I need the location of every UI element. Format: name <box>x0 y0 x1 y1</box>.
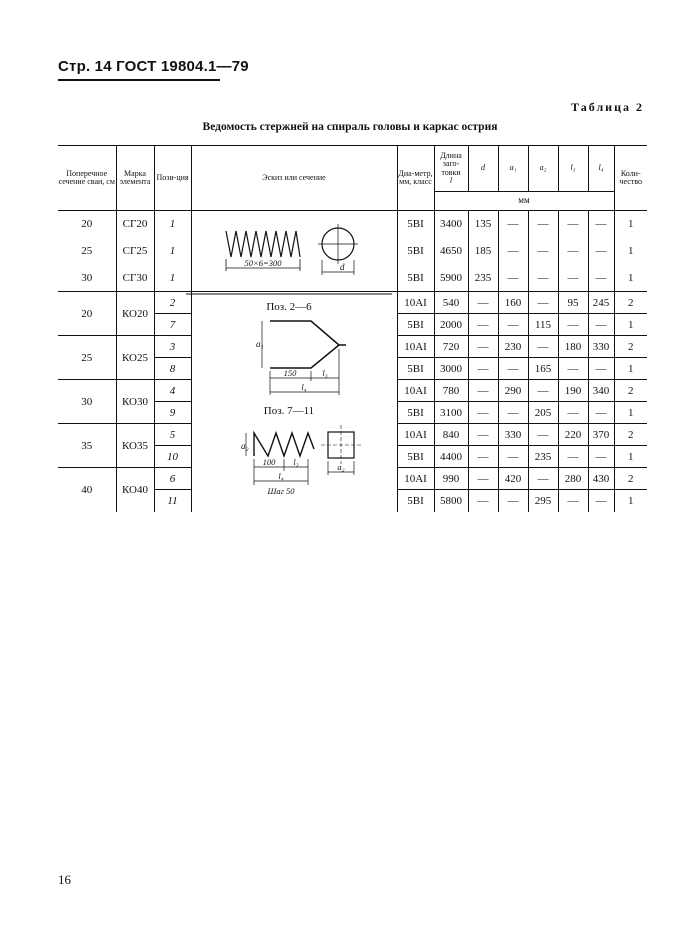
cell-a1: — <box>498 402 528 424</box>
cell-qty: 2 <box>614 468 647 490</box>
cell-diam: 5ВI <box>397 238 434 265</box>
cell-qty: 1 <box>614 211 647 238</box>
cell-diam: 5ВI <box>397 446 434 468</box>
cell-section: 30 <box>58 380 116 424</box>
cell-l4: — <box>588 211 614 238</box>
cell-l3: 95 <box>558 292 588 314</box>
cell-l3: 180 <box>558 336 588 358</box>
cell-mark: СГ30 <box>116 265 154 292</box>
cell-section: 30 <box>81 271 93 284</box>
spiral-drawing <box>226 231 300 257</box>
col-header-mark: Марка элемента <box>116 146 154 211</box>
col-header-l3: l₃ <box>558 146 588 192</box>
cell-qty: 2 <box>614 424 647 446</box>
cell-pos: 10 <box>154 446 191 468</box>
cell-l4: — <box>588 265 614 292</box>
cell-diam: 5ВI <box>397 314 434 336</box>
l4-label: l₄ <box>301 382 307 392</box>
cell-l4: — <box>588 314 614 336</box>
cell-l4: — <box>588 490 614 512</box>
cell-d: 235 <box>468 265 498 292</box>
cell-length: 4650 <box>434 238 468 265</box>
cell-diam: 5ВI <box>397 490 434 512</box>
cell-l4: 330 <box>588 336 614 358</box>
cell-mark: КО40 <box>116 468 154 512</box>
col-header-pos: Пози-ция <box>154 146 191 211</box>
spiral-dimension-label: 50×6=300 <box>244 258 282 268</box>
cell-a2: 235 <box>528 446 558 468</box>
sketch-drawings <box>186 213 392 523</box>
cell-section: 25 <box>58 336 116 380</box>
cell-pos: 1 <box>154 238 191 265</box>
col-header-d: d <box>468 146 498 192</box>
cell-a2: — <box>528 380 558 402</box>
cell-a1: — <box>498 446 528 468</box>
cell-pos: 6 <box>154 468 191 490</box>
cell-l3: — <box>558 238 588 265</box>
cell-l3: — <box>558 314 588 336</box>
cell-section: 20 <box>58 292 116 336</box>
col-header-l4: l₄ <box>588 146 614 192</box>
cell-l3: — <box>558 490 588 512</box>
cell-length: 5800 <box>434 490 468 512</box>
cell-pos: 1 <box>154 265 191 292</box>
cell-qty: 2 <box>614 336 647 358</box>
header-rule <box>58 79 220 81</box>
cell-l3: — <box>558 211 588 238</box>
col-header-unit: мм <box>434 192 614 211</box>
cell-d: — <box>468 314 498 336</box>
col-header-length-label: Длина заго-товки <box>440 150 462 177</box>
cell-d: — <box>468 336 498 358</box>
cell-qty: 2 <box>614 292 647 314</box>
dim-100-label: 100 <box>262 457 276 467</box>
cell-a1: — <box>498 238 528 265</box>
cell-a2: — <box>528 468 558 490</box>
cell-l4: 430 <box>588 468 614 490</box>
cell-a1: 330 <box>498 424 528 446</box>
step-label: Шаг 50 <box>267 486 295 496</box>
cell-l3: — <box>558 265 588 292</box>
cell-l4: 370 <box>588 424 614 446</box>
cell-diam: 5ВI <box>397 265 434 292</box>
cell-l4: — <box>588 358 614 380</box>
bent-bar-drawing <box>270 321 339 368</box>
dim-150-label: 150 <box>283 368 297 378</box>
col-header-a2: a₂ <box>528 146 558 192</box>
cell-qty: 1 <box>614 265 647 292</box>
col-header-a1: a₁ <box>498 146 528 192</box>
cell-a1: — <box>498 358 528 380</box>
cell-d: — <box>468 424 498 446</box>
l3-label-2: l₃ <box>293 457 299 467</box>
cell-mark: КО20 <box>116 292 154 336</box>
cell-length: 5900 <box>434 265 468 292</box>
cell-diam: 10АI <box>397 424 434 446</box>
page-header: Стр. 14 ГОСТ 19804.1—79 <box>58 58 249 75</box>
cell-qty: 1 <box>614 490 647 512</box>
col-header-diam: Диа-метр, мм, класс <box>397 146 434 211</box>
cell-pos: 8 <box>154 358 191 380</box>
cell-a2: — <box>528 292 558 314</box>
cell-a1: — <box>498 265 528 292</box>
cell-a2: 115 <box>528 314 558 336</box>
cell-l4: 340 <box>588 380 614 402</box>
cell-a1: 290 <box>498 380 528 402</box>
cell-a1: 420 <box>498 468 528 490</box>
cell-l4: — <box>588 402 614 424</box>
cell-length: 2000 <box>434 314 468 336</box>
cell-length: 780 <box>434 380 468 402</box>
cell-pos: 9 <box>154 402 191 424</box>
cell-d: — <box>468 468 498 490</box>
cell-section: 40 <box>81 483 93 496</box>
cell-length: 3000 <box>434 358 468 380</box>
cell-a2: — <box>528 238 558 265</box>
l3-label: l₃ <box>322 368 328 378</box>
a2-bottom-label: a₂ <box>337 462 345 472</box>
cell-a2: — <box>528 211 558 238</box>
cell-l3: — <box>558 358 588 380</box>
cell-diam: 10АI <box>397 468 434 490</box>
cell-length: 540 <box>434 292 468 314</box>
l4-label-2: l₄ <box>278 471 284 481</box>
cell-qty: 1 <box>614 238 647 265</box>
cell-l3: 190 <box>558 380 588 402</box>
cell-qty: 1 <box>614 446 647 468</box>
col-header-qty: Коли-чество <box>614 146 647 211</box>
cell-diam: 10АI <box>397 292 434 314</box>
cell-mark: СГ25 <box>116 238 154 265</box>
cell-mark: КО30 <box>116 380 154 424</box>
cell-a1: — <box>498 211 528 238</box>
cell-d: 135 <box>468 211 498 238</box>
cell-l4: — <box>588 446 614 468</box>
cell-l4: 245 <box>588 292 614 314</box>
cell-l3: — <box>558 402 588 424</box>
cell-a2: — <box>528 336 558 358</box>
cell-pos: 11 <box>154 490 191 512</box>
page-number: 16 <box>58 872 71 887</box>
cell-d: — <box>468 402 498 424</box>
cell-d: — <box>468 292 498 314</box>
cell-pos: 4 <box>154 380 191 402</box>
cell-qty: 1 <box>614 402 647 424</box>
cell-a1: 230 <box>498 336 528 358</box>
cell-diam: 10АI <box>397 336 434 358</box>
cell-pos: 7 <box>154 314 191 336</box>
cell-l3: 280 <box>558 468 588 490</box>
table-number: Таблица 2 <box>571 100 644 114</box>
cell-qty: 2 <box>614 380 647 402</box>
cell-mark: КО25 <box>116 336 154 380</box>
cell-diam: 5ВI <box>397 402 434 424</box>
cell-d: — <box>468 380 498 402</box>
cell-mark: КО35 <box>116 424 154 468</box>
col-header-length <box>434 146 468 192</box>
cell-d: — <box>468 446 498 468</box>
cell-length: 3400 <box>434 211 468 238</box>
cell-d: 185 <box>468 238 498 265</box>
cell-d: — <box>468 490 498 512</box>
cell-qty: 1 <box>614 314 647 336</box>
cell-pos: 2 <box>154 292 191 314</box>
cell-d: — <box>468 358 498 380</box>
cell-a2: 295 <box>528 490 558 512</box>
cell-a2: — <box>528 265 558 292</box>
cell-a2: — <box>528 424 558 446</box>
cell-a2: 205 <box>528 402 558 424</box>
spiral-cage-drawing <box>254 433 314 456</box>
cell-pos: 1 <box>154 211 191 238</box>
cell-section: 20 <box>81 218 93 231</box>
cell-pos: 3 <box>154 336 191 358</box>
cell-a1: 160 <box>498 292 528 314</box>
col-header-section: Поперечное сечение сваи, см <box>58 146 116 211</box>
cell-length: 3100 <box>434 402 468 424</box>
col-header-length-symbol: l <box>449 175 453 185</box>
a1-label: a₁ <box>256 339 264 349</box>
cell-qty: 1 <box>614 358 647 380</box>
col-header-sketch: Эскиз или сечение <box>191 146 397 211</box>
cell-a2: 165 <box>528 358 558 380</box>
cell-l3: 220 <box>558 424 588 446</box>
cell-length: 720 <box>434 336 468 358</box>
cell-length: 840 <box>434 424 468 446</box>
a2-side-label: a₂ <box>241 441 249 451</box>
cell-mark: СГ20 <box>116 211 154 238</box>
table-caption: Ведомость стержней на спираль головы и каркас острия <box>202 121 498 133</box>
cell-section: 25 <box>81 245 93 257</box>
cell-pos: 5 <box>154 424 191 446</box>
diameter-label: d <box>340 262 345 272</box>
position-caption-7-11: Поз. 7—11 <box>263 405 315 417</box>
cell-a1: — <box>498 314 528 336</box>
cell-l3: — <box>558 446 588 468</box>
cell-diam: 5ВI <box>397 358 434 380</box>
cell-length: 990 <box>434 468 468 490</box>
cell-length: 4400 <box>434 446 468 468</box>
position-caption-2-6: Поз. 2—6 <box>266 301 312 313</box>
cell-section: 35 <box>58 424 116 468</box>
cell-diam: 10АI <box>397 380 434 402</box>
cell-l4: — <box>588 238 614 265</box>
cell-a1: — <box>498 490 528 512</box>
cell-diam: 5ВI <box>397 211 434 238</box>
